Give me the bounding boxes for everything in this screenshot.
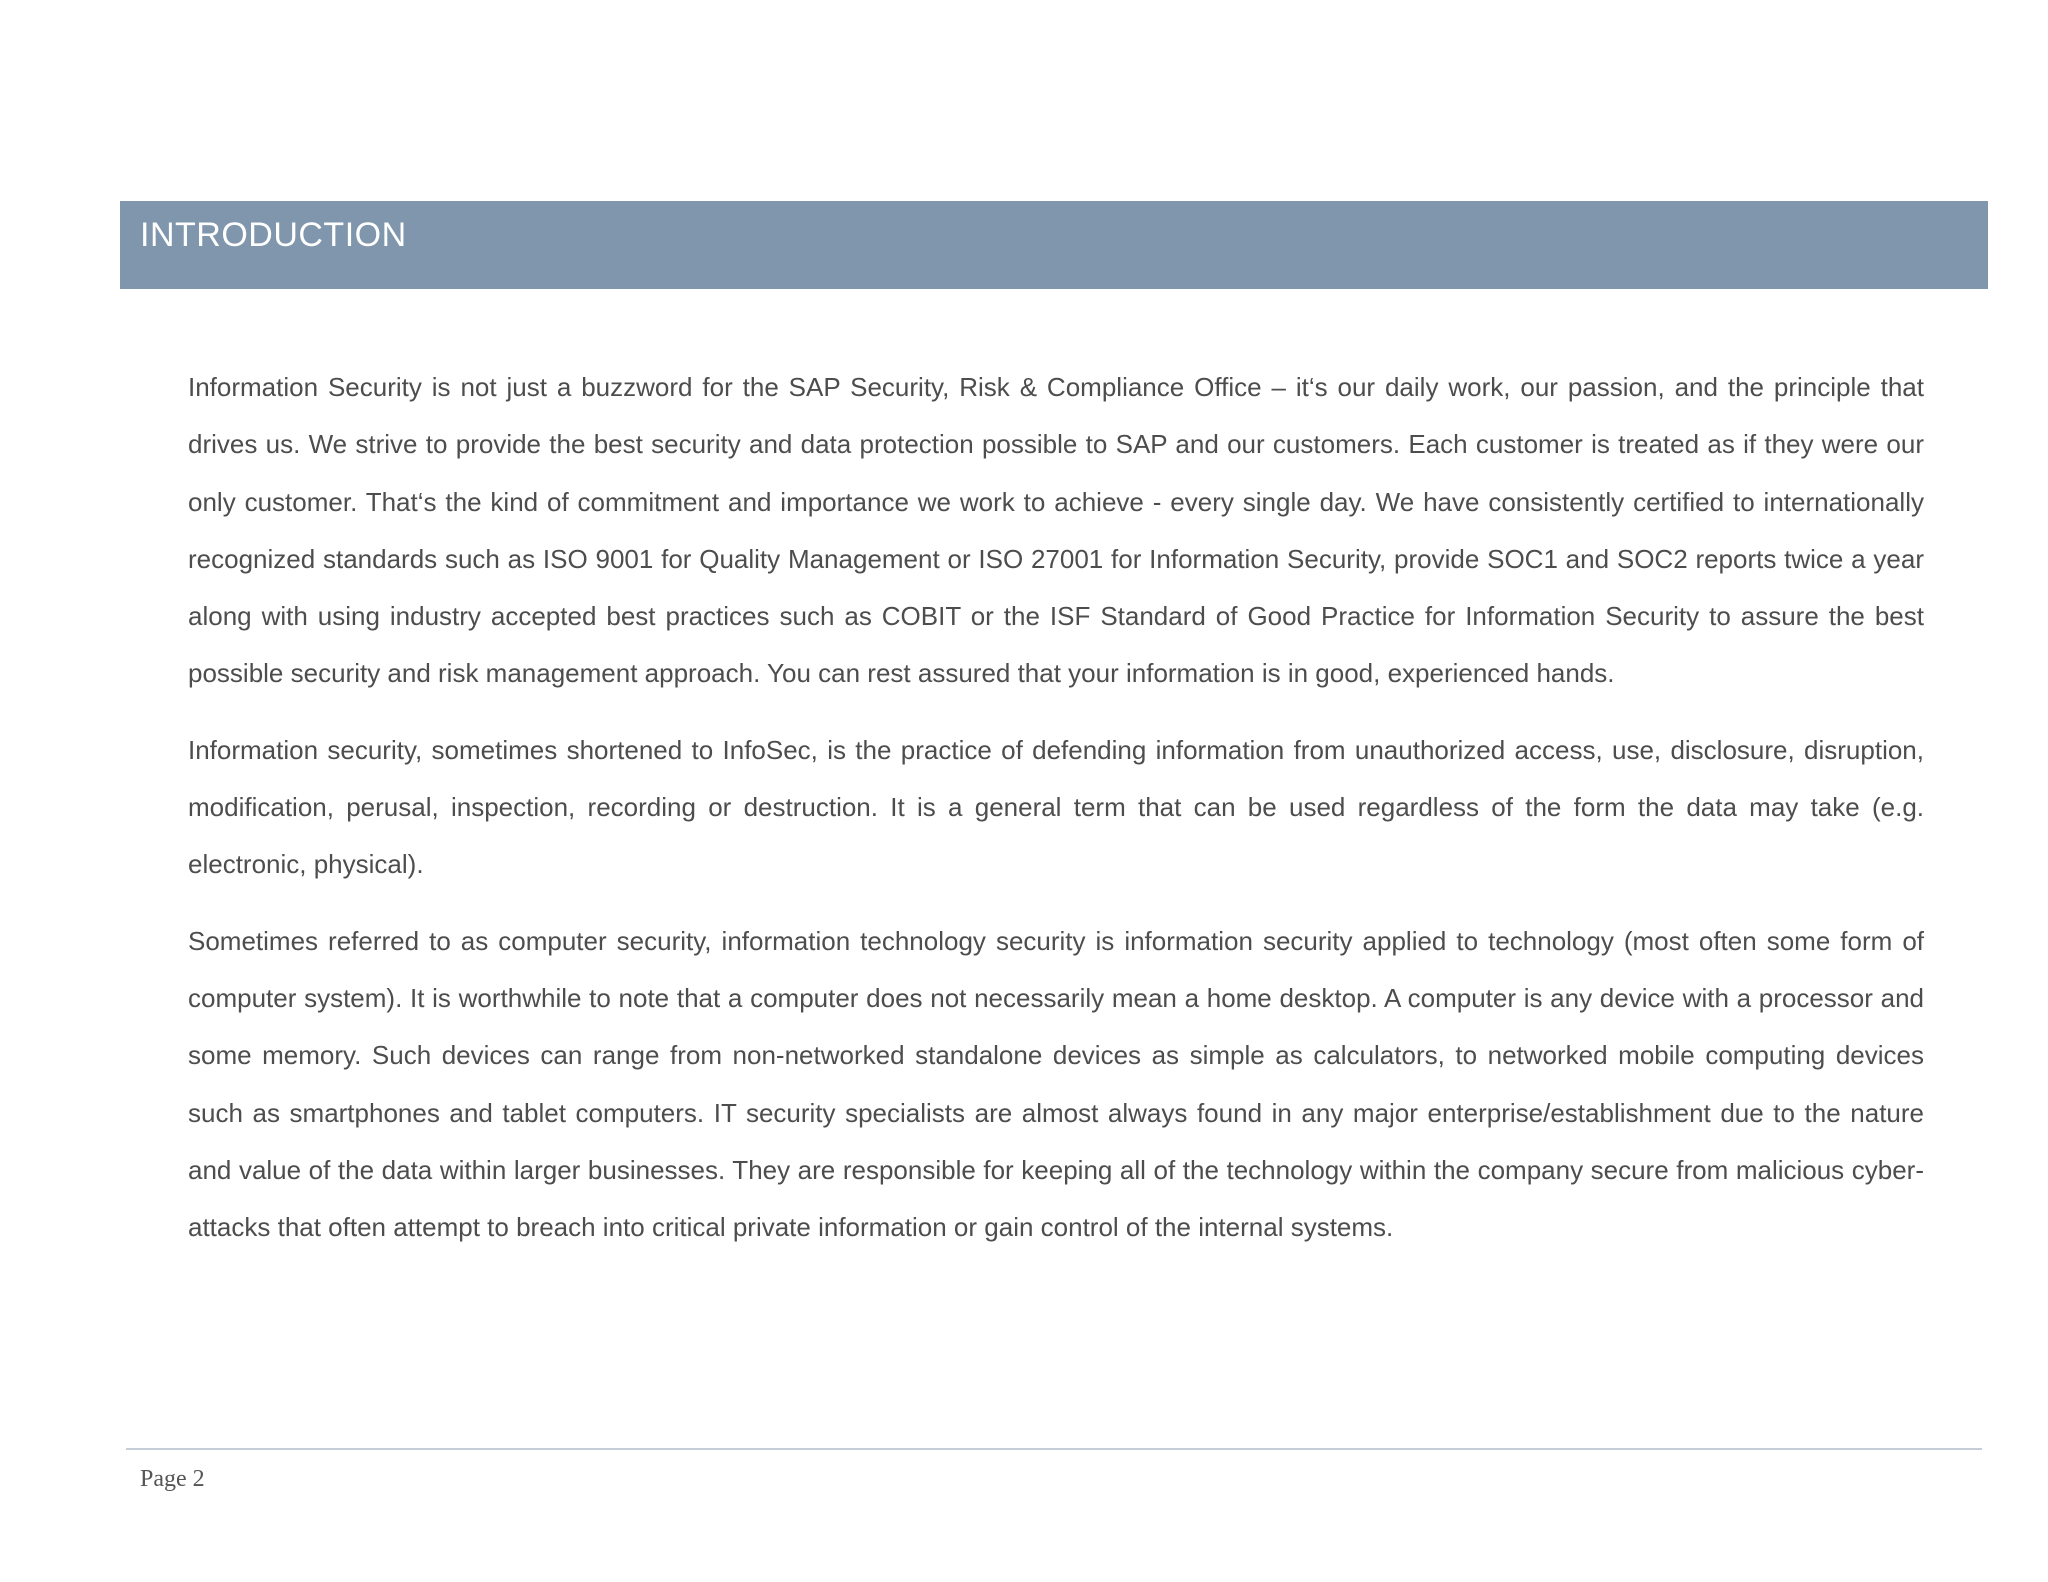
body-text — [188, 359, 1924, 1275]
paragraph-infosec-definition: Information security, sometimes shortened to InfoSec, is the practice of defending information from unauthorized access, use, disclosure, disruption, modification, perusal, inspection, recording or destruction. It is a general term that can be used regardless of the form the data may take (e.g. electronic, physical). — [188, 734, 1924, 880]
section-title: INTRODUCTION — [140, 216, 407, 254]
page-number: Page 2 — [140, 1466, 205, 1492]
footer-divider — [126, 1448, 1982, 1450]
paragraph-intro: Information Security is not just a buzzword for the SAP Security, Risk & Compliance Office – it‘s our daily work, our passion, and the principle that drives us. We strive to provide the best security and data protection possible to SAP and our customers. Each customer is treated as if they were our only customer. That‘s the kind of commitment and importance we work to achieve - every single day. We have consistently certified to internationally recognized standards such as ISO 9001 for Quality Management or ISO 27001 for Information Security, provide SOC1 and SOC2 reports twice a year along with using industry accepted best practices such as COBIT or the ISF Standard of Good Practice for Information Security to assure the best possible security and risk management approach. You can rest assured that your information is in good, experienced hands. — [188, 372, 1924, 689]
paragraph-computer-security: Sometimes referred to as computer security, information technology security is information security applied to technology (most often some form of computer system). It is worthwhile to note that a computer does not necessarily mean a home desktop. A computer is any device with a processor and some memory. Such devices can range from non-networked standalone devices as simple as calculators, to networked mobile computing devices such as smartphones and tablet computers. IT security specialists are almost always found in any major enterprise/establishment due to the nature and value of the data within larger businesses. They are responsible for keeping all of the technology within the company secure from malicious cyber-attacks that often attempt to breach into critical private information or gain control of the internal systems. — [188, 925, 1924, 1243]
section-banner — [120, 201, 1988, 289]
